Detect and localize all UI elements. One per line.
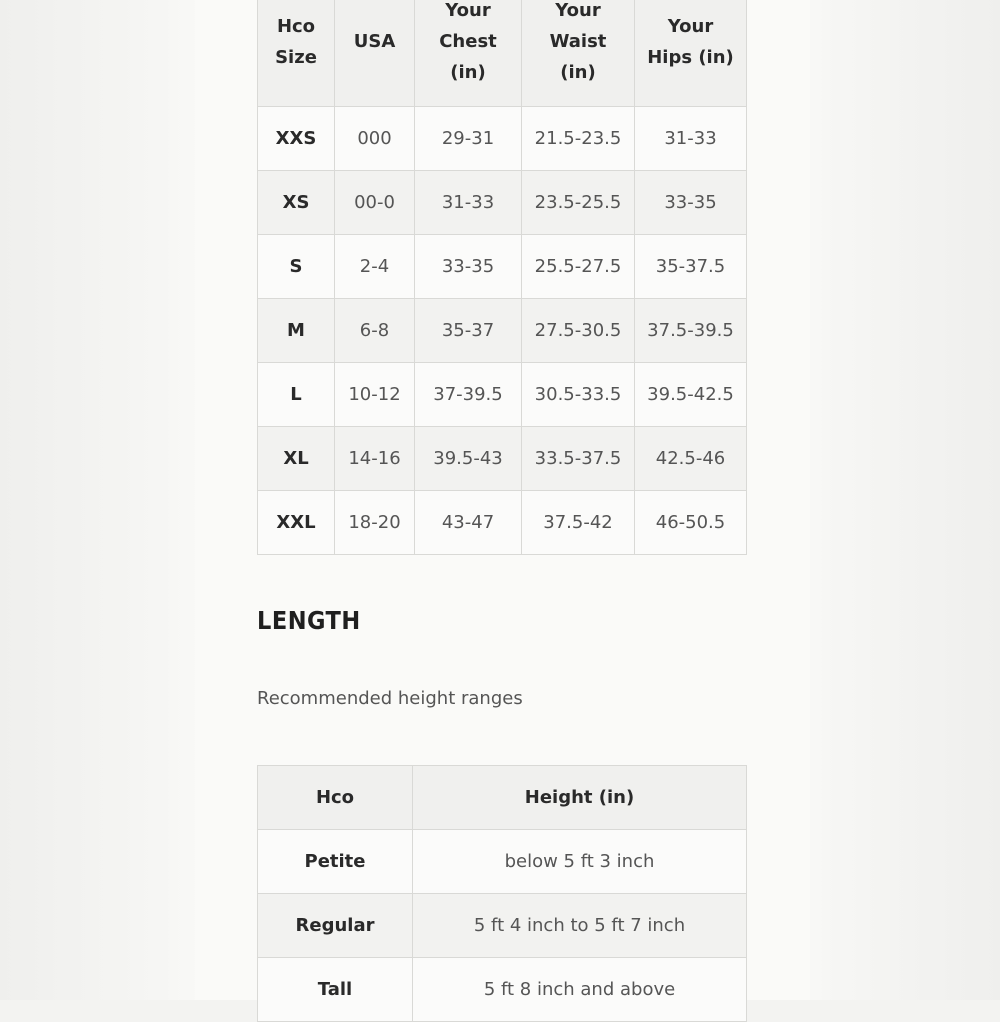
table-row bbox=[258, 107, 747, 171]
header-line: Chest bbox=[439, 31, 497, 52]
table-row bbox=[258, 363, 747, 427]
size-label-cell: M bbox=[258, 299, 335, 363]
waist-cell: 25.5-27.5 bbox=[522, 235, 635, 299]
header-line: Your bbox=[445, 0, 491, 21]
hips-cell: 37.5-39.5 bbox=[635, 299, 747, 363]
size-label-cell: XXS bbox=[258, 107, 335, 171]
table-row bbox=[258, 427, 747, 491]
header-line: Your bbox=[667, 15, 714, 37]
waist-cell: 27.5-30.5 bbox=[522, 299, 635, 363]
hips-cell: 35-37.5 bbox=[635, 235, 747, 299]
header-line: Waist bbox=[549, 31, 607, 52]
usa-cell: 000 bbox=[335, 107, 415, 171]
header-line: (in) bbox=[450, 62, 486, 83]
length-chart-table bbox=[257, 765, 747, 1022]
usa-cell: 18-20 bbox=[335, 491, 415, 555]
hips-cell: 42.5-46 bbox=[635, 427, 747, 491]
waist-cell: 21.5-23.5 bbox=[522, 107, 635, 171]
header-height: Height (in) bbox=[413, 766, 747, 830]
usa-cell: 2-4 bbox=[335, 235, 415, 299]
header-line: Size bbox=[275, 46, 317, 68]
chest-cell: 43-47 bbox=[415, 491, 522, 555]
height-cell: below 5 ft 3 inch bbox=[413, 830, 747, 894]
height-cell: 5 ft 8 inch and above bbox=[413, 958, 747, 1022]
length-section-subtitle: Recommended height ranges bbox=[257, 688, 523, 709]
header-hips bbox=[635, 0, 747, 107]
table-row bbox=[258, 235, 747, 299]
length-label-cell: Tall bbox=[258, 958, 413, 1022]
table-row bbox=[258, 171, 747, 235]
usa-cell: 10-12 bbox=[335, 363, 415, 427]
usa-cell: 6-8 bbox=[335, 299, 415, 363]
usa-cell: 14-16 bbox=[335, 427, 415, 491]
length-label-cell: Petite bbox=[258, 830, 413, 894]
table-row bbox=[258, 958, 747, 1022]
header-line: Your bbox=[555, 0, 601, 21]
length-label-cell: Regular bbox=[258, 894, 413, 958]
header-usa bbox=[335, 0, 415, 107]
header-waist bbox=[522, 0, 635, 107]
size-label-cell: XL bbox=[258, 427, 335, 491]
size-label-cell: XS bbox=[258, 171, 335, 235]
length-section-title: LENGTH bbox=[257, 606, 361, 635]
header-hco: Hco bbox=[258, 766, 413, 830]
hips-cell: 31-33 bbox=[635, 107, 747, 171]
header-line: USA bbox=[353, 31, 396, 52]
chest-cell: 37-39.5 bbox=[415, 363, 522, 427]
table-row bbox=[258, 299, 747, 363]
size-label-cell: XXL bbox=[258, 491, 335, 555]
usa-cell: 00-0 bbox=[335, 171, 415, 235]
chest-cell: 31-33 bbox=[415, 171, 522, 235]
header-line: Hips (in) bbox=[647, 46, 734, 68]
length-header-row bbox=[258, 766, 747, 830]
hips-cell: 46-50.5 bbox=[635, 491, 747, 555]
hips-cell: 33-35 bbox=[635, 171, 747, 235]
chest-cell: 33-35 bbox=[415, 235, 522, 299]
header-line: Hco bbox=[276, 15, 316, 37]
waist-cell: 23.5-25.5 bbox=[522, 171, 635, 235]
size-chart-table bbox=[257, 0, 747, 555]
header-hco-size bbox=[258, 0, 335, 107]
table-row bbox=[258, 491, 747, 555]
header-chest bbox=[415, 0, 522, 107]
chest-cell: 35-37 bbox=[415, 299, 522, 363]
table-row bbox=[258, 830, 747, 894]
chest-cell: 39.5-43 bbox=[415, 427, 522, 491]
size-label-cell: L bbox=[258, 363, 335, 427]
header-line: (in) bbox=[560, 62, 596, 83]
waist-cell: 33.5-37.5 bbox=[522, 427, 635, 491]
waist-cell: 37.5-42 bbox=[522, 491, 635, 555]
waist-cell: 30.5-33.5 bbox=[522, 363, 635, 427]
hips-cell: 39.5-42.5 bbox=[635, 363, 747, 427]
height-cell: 5 ft 4 inch to 5 ft 7 inch bbox=[413, 894, 747, 958]
size-header-row bbox=[258, 0, 747, 107]
size-label-cell: S bbox=[258, 235, 335, 299]
table-row bbox=[258, 894, 747, 958]
chest-cell: 29-31 bbox=[415, 107, 522, 171]
